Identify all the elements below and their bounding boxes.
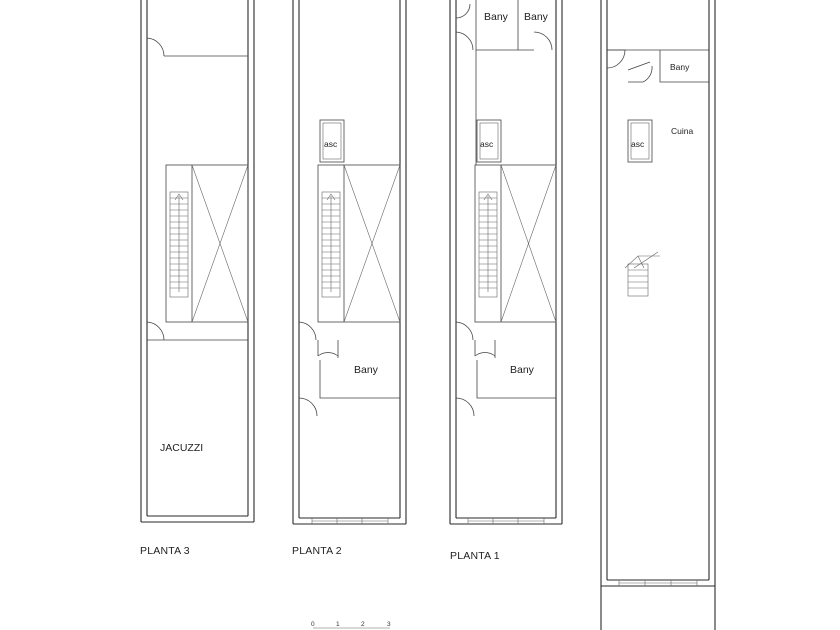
- room-label-bany: Bany: [354, 364, 378, 376]
- window-icon: [619, 580, 697, 586]
- scale-tick-2: 2: [361, 621, 365, 628]
- door-swing-icon: [147, 38, 164, 56]
- door-swing-icon: [299, 398, 317, 416]
- floor-caption-planta-2: PLANTA 2: [292, 545, 342, 557]
- room-label-bany-top-left: Bany: [484, 11, 508, 23]
- door-swing-icon: [475, 352, 495, 356]
- scale-bar: [311, 621, 391, 628]
- door-swing-icon: [318, 352, 338, 356]
- door-swing-icon: [456, 398, 474, 416]
- stair-icon: [170, 192, 188, 297]
- elevator-label: asc: [324, 139, 338, 149]
- elevator-label: asc: [480, 139, 494, 149]
- floor-caption-planta-1: PLANTA 1: [450, 550, 500, 562]
- door-swing-icon: [456, 322, 473, 340]
- floor-plan-planta-1: [450, 0, 562, 562]
- room-label-cuina: Cuina: [671, 126, 694, 136]
- scale-tick-3: 3: [387, 621, 391, 628]
- room-label-jacuzzi: JACUZZI: [160, 442, 204, 454]
- door-swing-icon: [534, 32, 552, 50]
- elevator-icon: [320, 120, 344, 162]
- room-label-bany: Bany: [670, 62, 690, 72]
- window-icon: [312, 518, 388, 524]
- elevator-icon: [477, 120, 501, 162]
- stair-icon: [322, 192, 340, 297]
- door-swing-icon: [147, 322, 164, 340]
- floor-plan-planta-2: [292, 0, 406, 557]
- door-swing-icon: [607, 50, 625, 68]
- room-label-bany: Bany: [510, 364, 534, 376]
- floor-caption-planta-3: PLANTA 3: [140, 545, 190, 557]
- stair-icon: [479, 192, 497, 297]
- door-swing-icon: [299, 322, 316, 340]
- stair-icon: [625, 252, 660, 296]
- floor-plan-ground: [601, 0, 715, 630]
- scale-tick-0: 0: [311, 621, 315, 628]
- elevator-label: asc: [631, 139, 645, 149]
- elevator-icon: [628, 120, 652, 162]
- door-swing-icon: [456, 4, 470, 18]
- window-icon: [468, 518, 544, 524]
- room-label-bany-top-right: Bany: [524, 11, 548, 23]
- floor-plan-planta-3: [140, 0, 254, 557]
- door-swing-icon: [628, 62, 652, 82]
- door-swing-icon: [456, 32, 473, 50]
- scale-tick-1: 1: [336, 621, 340, 628]
